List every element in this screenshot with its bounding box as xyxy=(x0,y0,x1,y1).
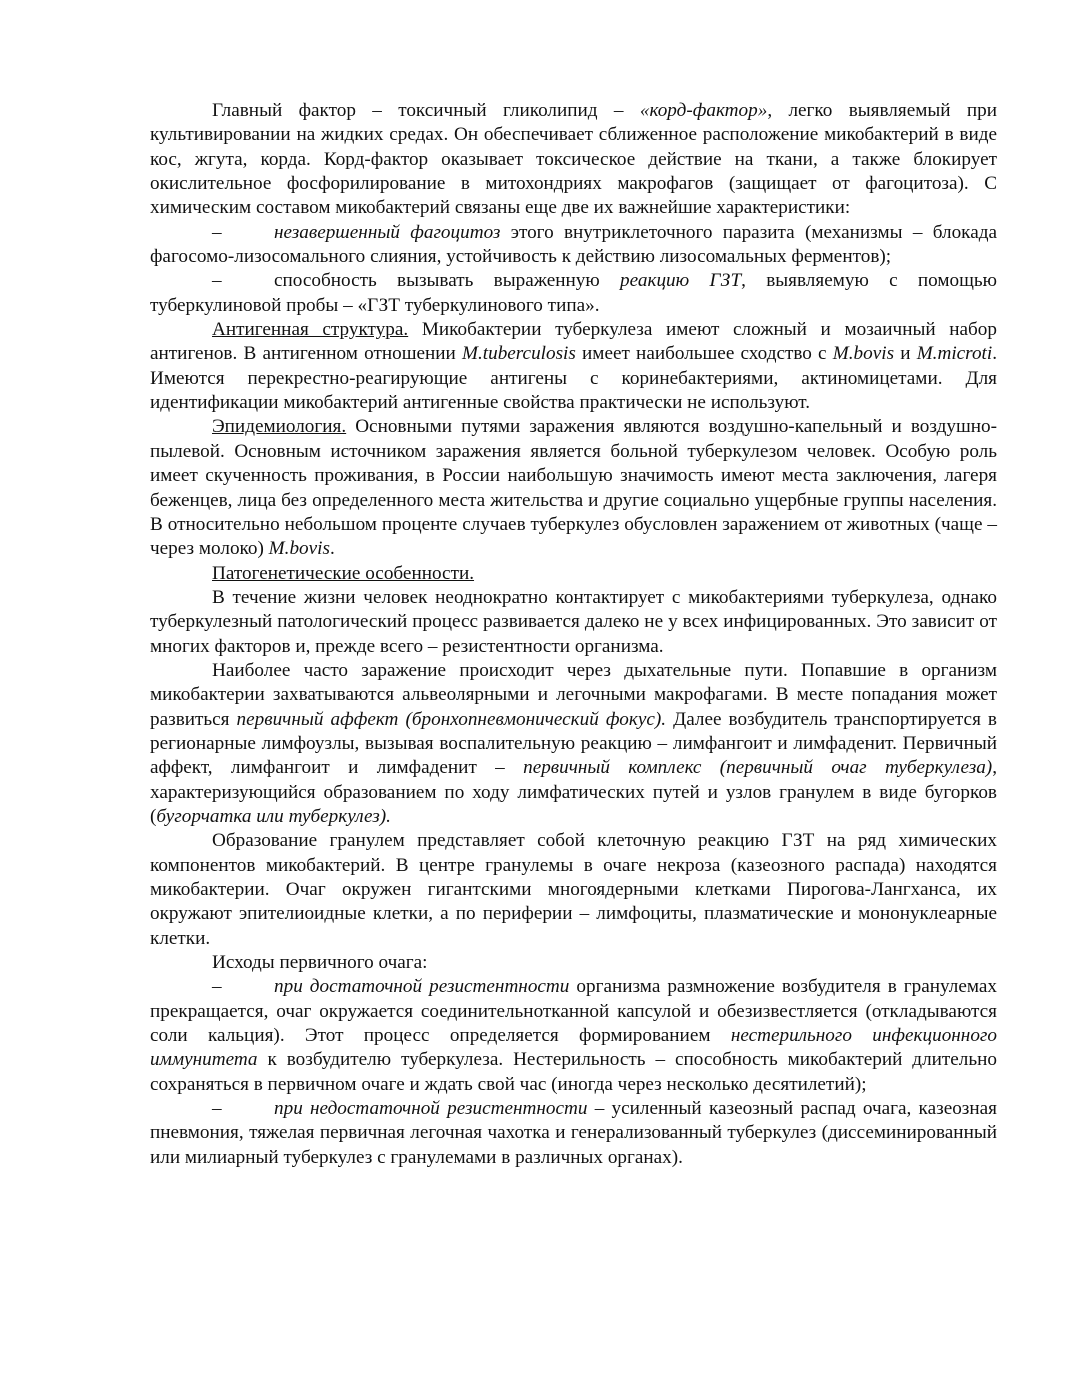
italic-term: при достаточной резистентности xyxy=(274,976,570,998)
paragraph-lifetime-contact xyxy=(150,586,997,659)
text: Образование гранулем представляет собой клеточную реакцию ГЗТ на ряд химических компонентов микобактерий. В центре гранулемы в очаге некроза (казеозного распада) находятся микобактерии. Очаг окружен гигантскими многоядерными клетками Пирогова-Лангханса, их окружают эпителиоидные клетки, а по периферии – лимфоциты, плазматические и мононуклеарные клетки. xyxy=(150,830,997,949)
text: и xyxy=(894,343,917,365)
text: , характеризующийся образованием по ходу лимфатических путей и узлов гранулем в виде бугорков ( xyxy=(150,757,997,827)
list-dash: – xyxy=(212,1098,222,1120)
text: Наиболее часто заражение происходит через дыхательные пути. Попавшие в организм микобактерии захватываются альвеолярными и легочными макрофагами. В месте попадания может развиться xyxy=(150,659,997,730)
text: . xyxy=(329,538,335,560)
paragraph-cord-factor xyxy=(150,99,997,221)
italic-term: реакцию ГЗТ xyxy=(620,270,742,292)
text: . Имеются перекрестно-реагирующие антигены с коринебактериями, актиномицетами. Для идентификации микобактерий антигенные свойства практически не используют. xyxy=(150,343,997,414)
text: В течение жизни человек неоднократно контактирует с микобактериями туберкулеза, однако туберкулезный патологический процесс развивается далеко не у всех инфицированных. Это зависит от многих факторов и, прежде всего – резистентности организма. xyxy=(150,586,997,657)
paragraph-outcomes-heading xyxy=(150,951,997,975)
section-heading: Антигенная структура. xyxy=(212,319,409,341)
text: Основными путями заражения являются воздушно-капельный и воздушно-пылевой. Основным источником заражения является больной туберкулезом человек. Особую роль имеет скученность проживания, в России наибольшую значимость имеют места заключения, лагеря беженцев, лица без определенного места жительства и другие социально ущербные группы населения. В относительно небольшом проценте случаев туберкулез обусловлен заражением от животных (чаще – через молоко) xyxy=(150,416,997,560)
paragraph-epidemiology xyxy=(150,415,997,561)
list-dash: – xyxy=(212,976,222,998)
text: Исходы первичного очага: xyxy=(212,952,428,974)
document-page xyxy=(150,99,997,1170)
text: , выявляемую с помощью туберкулиновой пробы – «ГЗТ туберкулинового типа». xyxy=(150,270,997,316)
italic-term: при недостаточной резистентности xyxy=(274,1098,588,1120)
text: – усиленный казеозный распад очага, казеозная пневмония, тяжелая первичная легочная чахотка и генерализованный туберкулез (диссеминированный или милиарный туберкулез с гранулемами в различных органах). xyxy=(150,1098,997,1168)
list-item-dth-reaction xyxy=(150,269,997,318)
italic-term: незавершенный фагоцитоз xyxy=(274,221,501,243)
text: Далее возбудитель транспортируется в регионарные лимфоузлы, вызывая воспалительную реакцию – лимфангоит и лимфаденит. Первичный аффект, лимфангоит и лимфаденит – xyxy=(150,708,997,779)
list-item-insufficient-resistance xyxy=(150,1097,997,1170)
species-name: M.bovis xyxy=(832,343,895,365)
italic-term: бугорчатка или туберкулез). xyxy=(156,805,391,827)
list-dash: – xyxy=(212,270,222,292)
text: Микобактерии туберкулеза имеют сложный и мозаичный набор антигенов. В антигенном отношении xyxy=(150,319,997,365)
italic-term: первичный аффект (бронхопневмонический фокус). xyxy=(236,708,667,730)
paragraph-granuloma xyxy=(150,829,997,951)
paragraph-antigenic-structure xyxy=(150,318,997,415)
paragraph-pathogenesis-heading xyxy=(150,562,997,586)
italic-term: «корд-фактор» xyxy=(639,100,768,121)
section-heading: Патогенетические особенности. xyxy=(212,562,475,584)
text: к возбудителю туберкулеза. Нестерильность – способность микобактерий длительно сохраняться в первичном очаге и ждать свой час (иногда через несколько десятилетий); xyxy=(150,1049,997,1095)
text: Главный фактор – токсичный гликолипид – xyxy=(212,100,640,121)
text: организма размножение возбудителя в гранулемах прекращается, очаг окружается соединительнотканной капсулой и обезизвестляется (откладываются соли кальция). Этот процесс определяется формированием xyxy=(150,976,997,1047)
italic-term: нестерильного инфекционного иммунитета xyxy=(150,1025,997,1071)
species-name: M.microti xyxy=(916,343,993,365)
list-item-incomplete-phagocytosis xyxy=(150,221,997,270)
species-name: M.tuberculosis xyxy=(461,343,576,365)
section-heading: Эпидемиология. xyxy=(212,416,347,438)
text: этого внутриклеточного паразита (механизмы – блокада фагосомо-лизосомального слияния, устойчивость к действию лизосомальных ферментов); xyxy=(150,221,997,268)
paragraph-infection-route xyxy=(150,659,997,829)
text: имеет наибольшее сходство с xyxy=(575,343,833,365)
list-dash: – xyxy=(212,221,222,243)
italic-term: первичный комплекс (первичный очаг туберкулеза) xyxy=(523,757,993,779)
text: , легко выявляемый при культивировании на жидких средах. Он обеспечивает сближенное расположение микобактерий в виде кос, жгута, корда. Корд-фактор оказывает токсическое действие на ткани, а также блокирует окислительное фосфорилирование в митохондриях макрофагов (защищает от фагоцитоза). С химическим составом микобактерий связаны еще две их важнейшие характеристики: xyxy=(150,100,997,219)
species-name: M.bovis xyxy=(268,538,330,560)
text: способность вызывать выраженную xyxy=(274,270,621,292)
list-item-sufficient-resistance xyxy=(150,975,997,1097)
